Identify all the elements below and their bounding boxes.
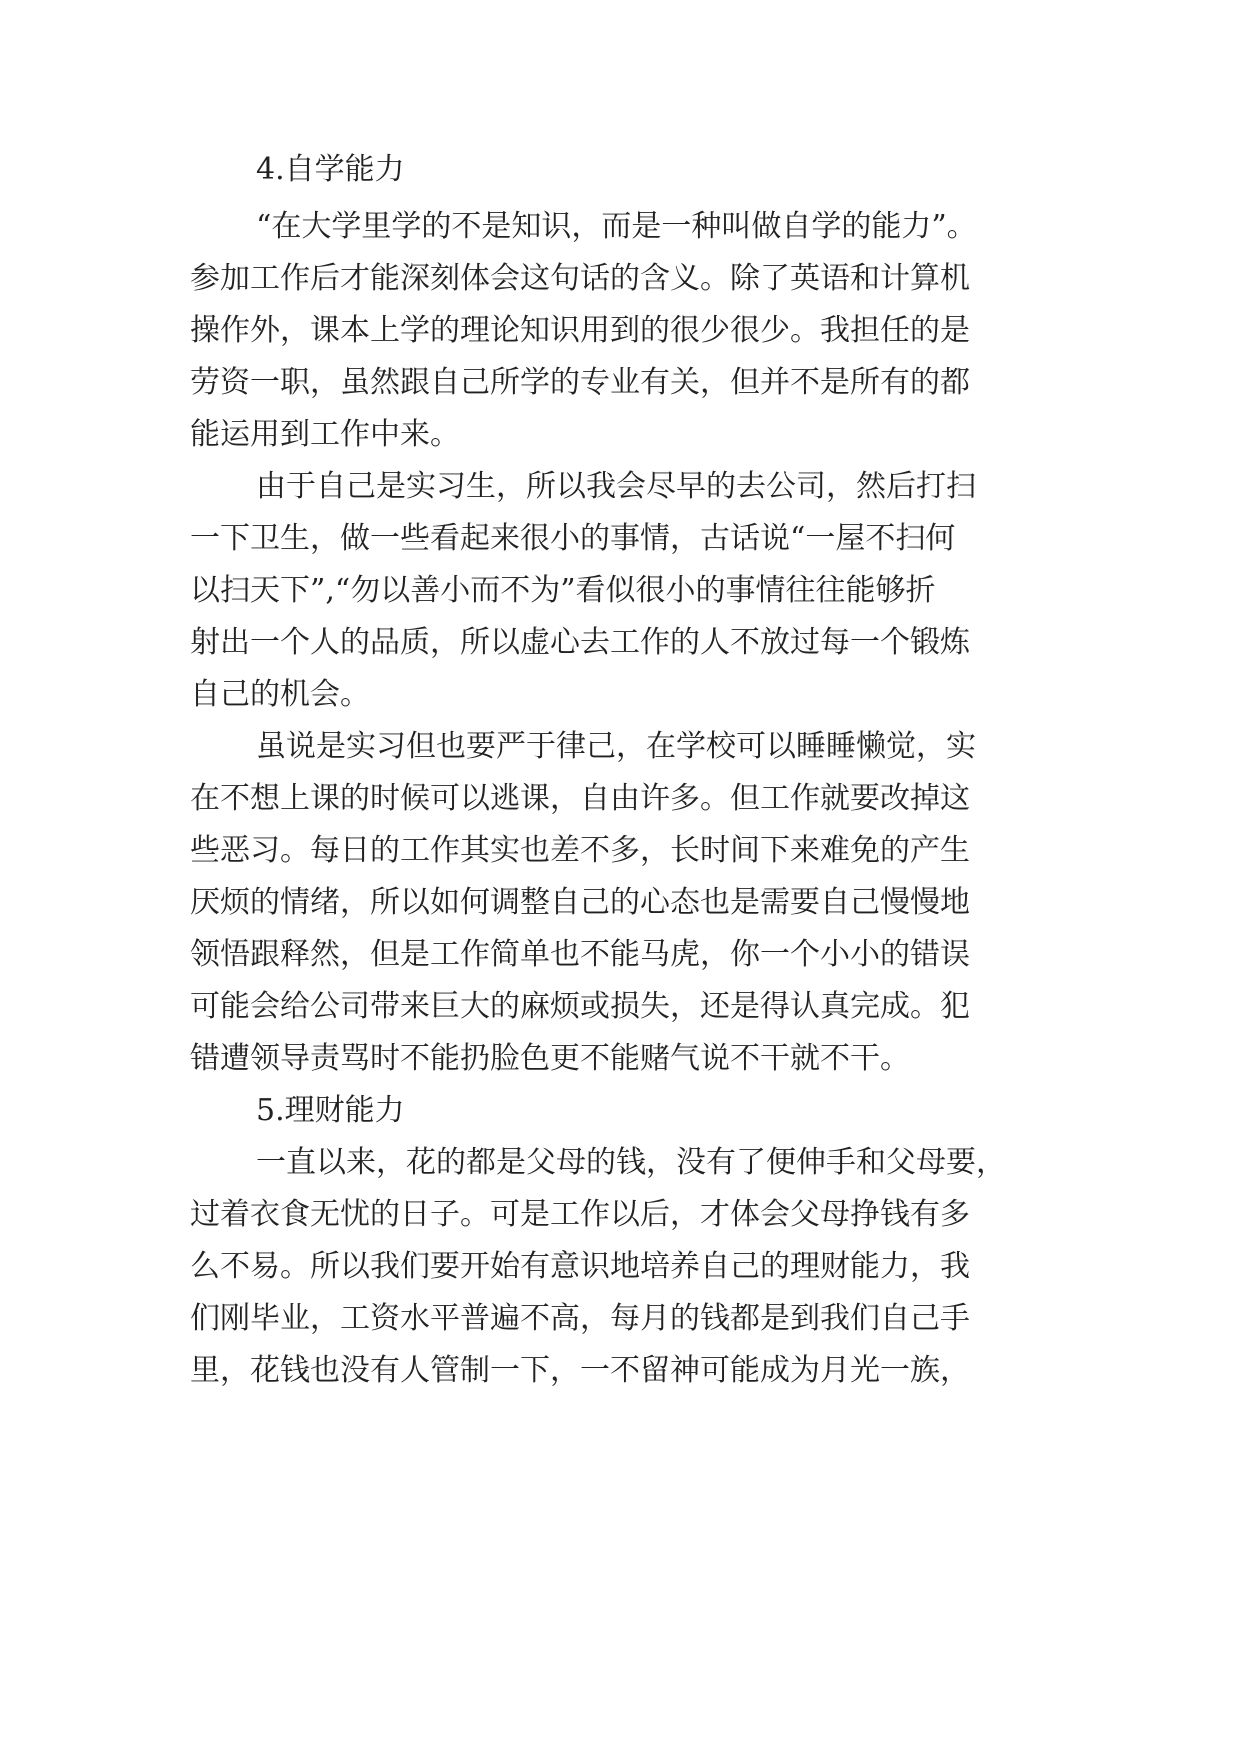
paragraph-line: 自己的机会。 [190,677,370,712]
paragraph-line: 一直以来，花的都是父母的钱，没有了便伸手和父母要， [256,1145,1006,1180]
paragraph-line: 可能会给公司带来巨大的麻烦或损失，还是得认真完成。犯 [190,989,970,1024]
paragraph-line: 以扫天下”,“勿以善小而不为”看似很小的事情往往能够折 [190,573,936,608]
section-heading-financial: 5.理财能力 [256,1093,405,1128]
paragraph-line: 些恶习。每日的工作其实也差不多，长时间下来难免的产生 [190,833,970,868]
paragraph-line: 领悟跟释然，但是工作简单也不能马虎，你一个小小的错误 [190,937,970,972]
paragraph-line: 劳资一职，虽然跟自己所学的专业有关，但并不是所有的都 [190,365,970,400]
paragraph-line: 么不易。所以我们要开始有意识地培养自己的理财能力，我 [190,1249,970,1284]
paragraph-line: 错遭领导责骂时不能扔脸色更不能赌气说不干就不干。 [190,1041,910,1076]
paragraph-line: 能运用到工作中来。 [190,417,460,452]
paragraph-line: 由于自己是实习生，所以我会尽早的去公司，然后打扫 [256,469,976,504]
paragraph-line: 一下卫生，做一些看起来很小的事情，古话说“一屋不扫何 [190,521,956,556]
paragraph-line: “在大学里学的不是知识，而是一种叫做自学的能力”。 [256,209,977,244]
paragraph-line: 虽说是实习但也要严于律己，在学校可以睡睡懒觉，实 [256,729,976,764]
paragraph-line: 操作外，课本上学的理论知识用到的很少很少。我担任的是 [190,313,970,348]
paragraph-line: 厌烦的情绪，所以如何调整自己的心态也是需要自己慢慢地 [190,885,970,920]
paragraph-line: 射出一个人的品质，所以虚心去工作的人不放过每一个锻炼 [190,625,970,660]
paragraph-line: 参加工作后才能深刻体会这句话的含义。除了英语和计算机 [190,261,970,296]
paragraph-line: 过着衣食无忧的日子。可是工作以后，才体会父母挣钱有多 [190,1197,970,1232]
section-heading-self-study: 4.自学能力 [256,152,405,187]
paragraph-line: 在不想上课的时候可以逃课，自由许多。但工作就要改掉这 [190,781,970,816]
paragraph-line: 们刚毕业，工资水平普遍不高，每月的钱都是到我们自己手 [190,1301,970,1336]
paragraph-line: 里，花钱也没有人管制一下，一不留神可能成为月光一族， [190,1353,970,1388]
